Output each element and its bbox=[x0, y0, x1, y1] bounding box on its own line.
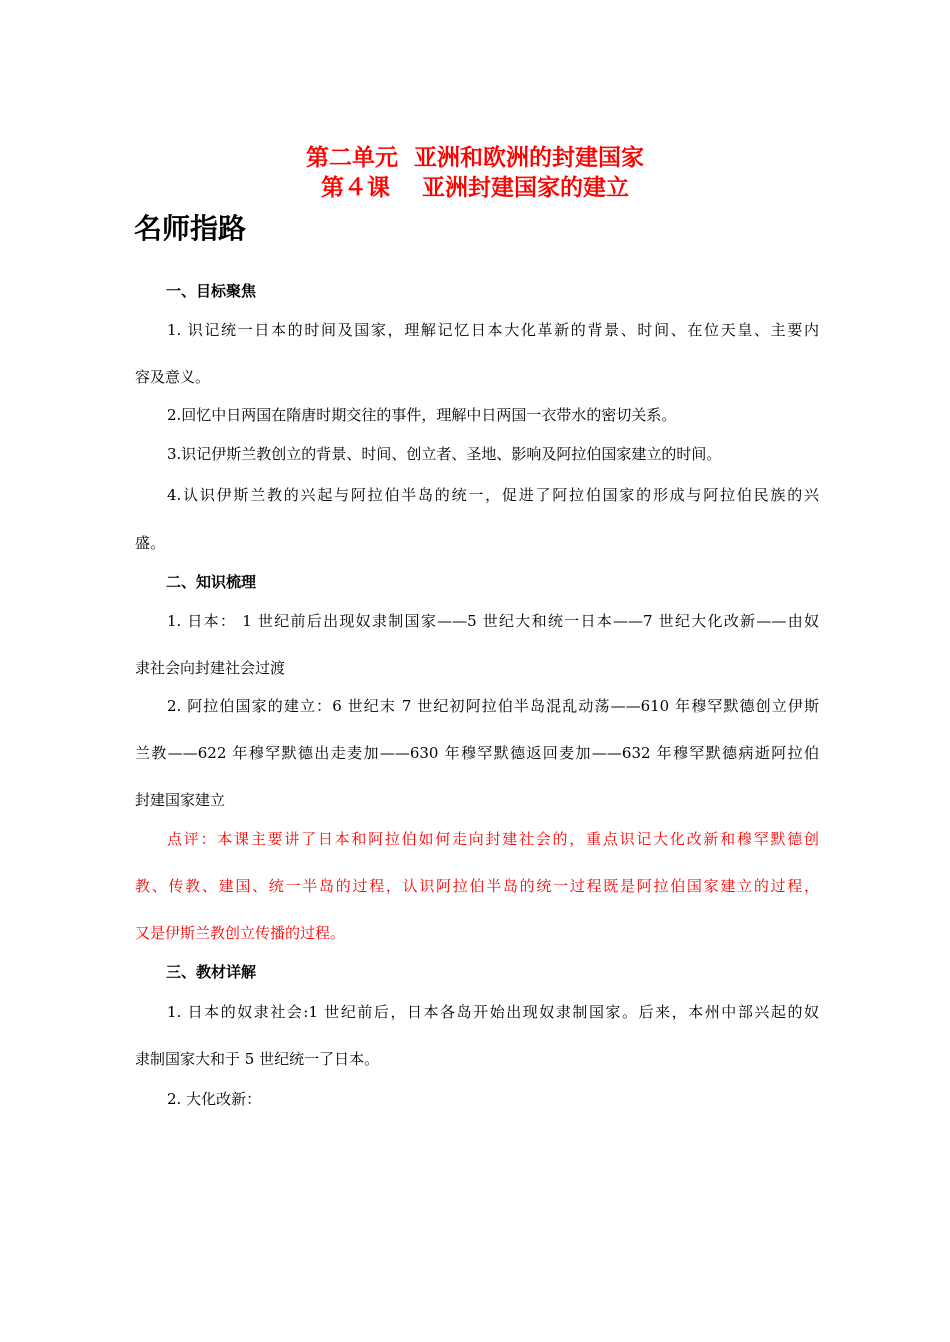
knowledge-comment bbox=[135, 828, 819, 944]
knowledge-item-2-line-3: 封建国家建立 bbox=[135, 791, 226, 809]
knowledge-item-1 bbox=[135, 610, 819, 679]
textbook-item-1 bbox=[135, 1001, 819, 1070]
goals-item-2-line-1: 2.回忆中日两国在隋唐时期交往的事件，理解中日两国一衣带水的密切关系。 bbox=[167, 406, 677, 424]
goals-item-1-line-1: 1. 识记统一日本的时间及国家，理解记忆日本大化革新的背景、时间、在位天皇、主要内 bbox=[167, 321, 819, 339]
knowledge-item-1-line-1: 1. 日本： 1 世纪前后出现奴隶制国家——5 世纪大和统一日本——7 世纪大化改新——由奴 bbox=[167, 612, 819, 630]
textbook-heading: 三、教材详解 bbox=[166, 963, 257, 981]
textbook-item-2 bbox=[135, 1088, 819, 1110]
textbook-item-2-line-1: 2. 大化改新： bbox=[167, 1090, 262, 1108]
unit-title: 第二单元 亚洲和欧洲的封建国家 bbox=[305, 144, 644, 171]
goals-item-1-line-2: 容及意义。 bbox=[135, 368, 211, 386]
knowledge-item-2-line-2: 兰教——622 年穆罕默德出走麦加——630 年穆罕默德返回麦加——632 年穆罕默德病逝阿拉伯 bbox=[135, 744, 819, 762]
textbook-item-1-line-1: 1. 日本的奴隶社会:1 世纪前后，日本各岛开始出现奴隶制国家。后来，本州中部兴起的奴 bbox=[167, 1003, 819, 1021]
goals-item-4-line-2: 盛。 bbox=[135, 534, 166, 552]
goals-item-3 bbox=[135, 443, 819, 465]
goals-item-4-line-1: 4.认识伊斯兰教的兴起与阿拉伯半岛的统一，促进了阿拉伯国家的形成与阿拉伯民族的兴 bbox=[167, 486, 819, 504]
textbook-item-1-line-2: 隶制国家大和于 5 世纪统一了日本。 bbox=[135, 1050, 380, 1068]
knowledge-item-1-line-2: 隶社会向封建社会过渡 bbox=[135, 659, 286, 677]
section-heading: 名师指路 bbox=[134, 212, 247, 245]
goals-item-4 bbox=[135, 484, 819, 554]
goals-item-1 bbox=[135, 319, 819, 388]
goals-item-2 bbox=[135, 404, 819, 426]
goals-heading: 一、目标聚焦 bbox=[166, 282, 257, 300]
knowledge-item-2 bbox=[135, 695, 819, 811]
goals-item-3-line-1: 3.识记伊斯兰教创立的背景、时间、创立者、圣地、影响及阿拉伯国家建立的时间。 bbox=[167, 445, 722, 463]
knowledge-heading: 二、知识梳理 bbox=[166, 573, 257, 591]
knowledge-comment-line-1: 点评：本课主要讲了日本和阿拉伯如何走向封建社会的，重点识记大化改新和穆罕默德创 bbox=[167, 830, 819, 848]
lesson-title: 第４课 亚洲封建国家的建立 bbox=[320, 174, 630, 201]
knowledge-comment-line-3: 又是伊斯兰教创立传播的过程。 bbox=[135, 924, 346, 942]
knowledge-comment-line-2: 教、传教、建国、统一半岛的过程，认识阿拉伯半岛的统一过程既是阿拉伯国家建立的过程， bbox=[135, 877, 819, 895]
knowledge-item-2-line-1: 2. 阿拉伯国家的建立：6 世纪末 7 世纪初阿拉伯半岛混乱动荡——610 年穆罕默德创立伊斯 bbox=[167, 697, 819, 715]
